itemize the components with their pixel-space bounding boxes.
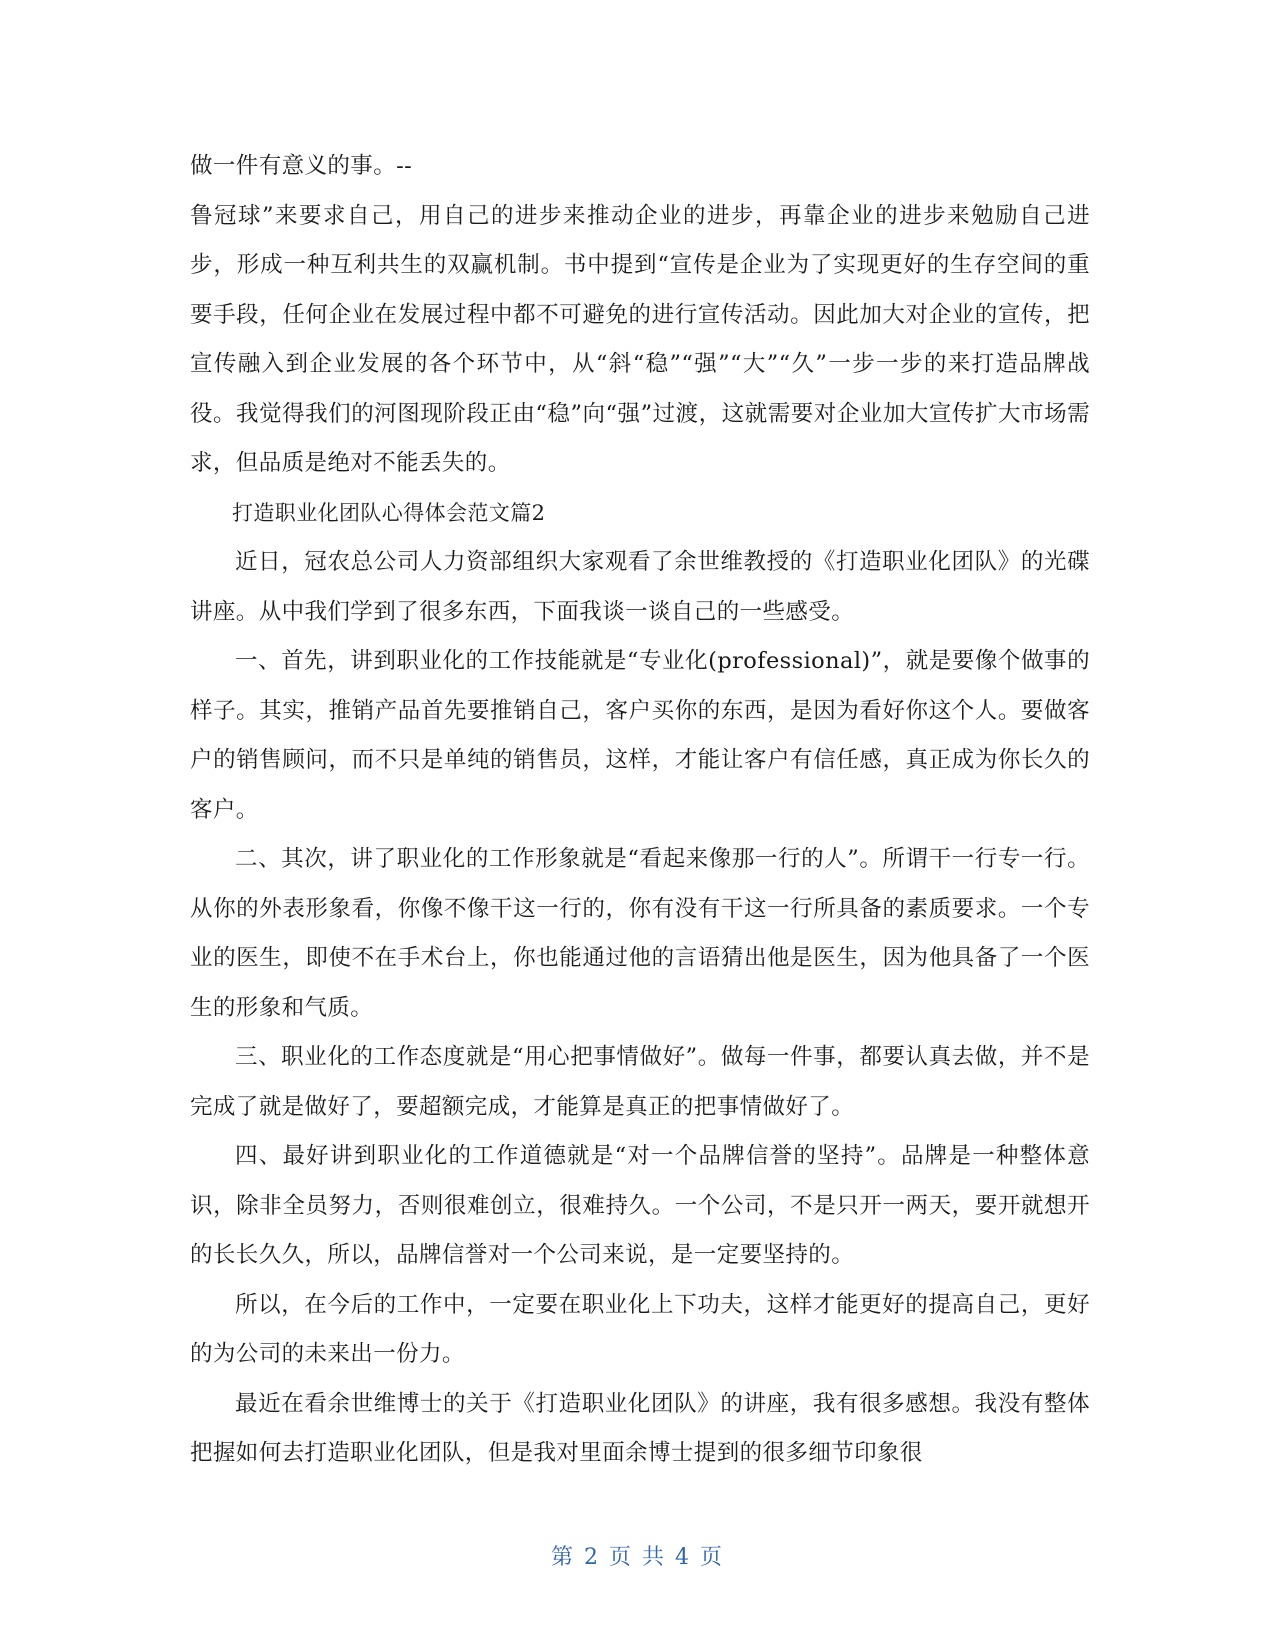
paragraph-conclusion: 所以，在今后的工作中，一定要在职业化上下功夫，这样才能更好的提高自己，更好的为公司的未来出一份力。 [190, 1291, 1090, 1367]
paragraph-point-4: 四、最好讲到职业化的工作道德就是“对一个品牌信誉的坚持”。品牌是一种整体意识，除非全员努力，否则很难创立，很难持久。一个公司，不是只开一两天，要开就想开的长长久久，所以，品牌信誉对一个公司来说，是一定要坚持的。 [190, 1143, 1090, 1268]
footer-suffix: 页 [700, 1545, 725, 1570]
paragraph-point-3: 三、职业化的工作态度就是“用心把事情做好”。做每一件事，都要认真去做，并不是完成了就是做好了，要超额完成，才能算是真正的把事情做好了。 [190, 1044, 1090, 1120]
paragraph-intro: 近日，冠农总公司人力资部组织大家观看了余世维教授的《打造职业化团队》的光碟讲座。从中我们学到了很多东西，下面我谈一谈自己的一些感受。 [190, 549, 1090, 625]
page-footer [0, 1540, 1275, 1571]
paragraph-final: 最近在看余世维博士的关于《打造职业化团队》的讲座，我有很多感想。我没有整体把握如何去打造职业化团队，但是我对里面余博士提到的很多细节印象很 [190, 1390, 1090, 1466]
footer-total-pages: 4 [675, 1545, 691, 1570]
footer-prefix: 第 [550, 1545, 575, 1570]
paragraph-point-2: 二、其次，讲了职业化的工作形象就是“看起来像那一行的人”。所谓干一行专一行。从你的外表形象看，你像不像干这一行的，你有没有干这一行所具备的素质要求。一个专业的医生，即使不在手术台上，你也能通过他的言语猜出他是医生，因为他具备了一个医生的形象和气质。 [190, 846, 1090, 1021]
paragraph-point-1: 一、首先，讲到职业化的工作技能就是“专业化(professional)”，就是要像个做事的样子。其实，推销产品首先要推销自己，客户买你的东西，是因为看好你这个人。要做客户的销售顾问，而不只是单纯的销售员，这样，才能让客户有信任感，真正成为你长久的客户。 [190, 648, 1090, 823]
footer-middle: 页 共 [609, 1545, 666, 1570]
paragraph-2: 鲁冠球”来要求自己，用自己的进步来推动企业的进步，再靠企业的进步来勉励自己进步，形成一种互利共生的双赢机制。书中提到“宣传是企业为了实现更好的生存空间的重要手段，任何企业在发展过程中都不可避免的进行宣传活动。因此加大对企业的宣传，把宣传融入到企业发展的各个环节中，从“斜“稳”“强”“大”“久”一步一步的来打造品牌战役。我觉得我们的河图现阶段正由“稳”向“强”过渡，这就需要对企业加大宣传扩大市场需求，但品质是绝对不能丢失的。 [190, 202, 1090, 476]
page-body [190, 142, 1090, 1479]
paragraph-1: 做一件有意义的事。-- [190, 153, 413, 179]
footer-current-page: 2 [584, 1545, 600, 1570]
section-heading: 打造职业化团队心得体会范文篇2 [232, 500, 546, 525]
